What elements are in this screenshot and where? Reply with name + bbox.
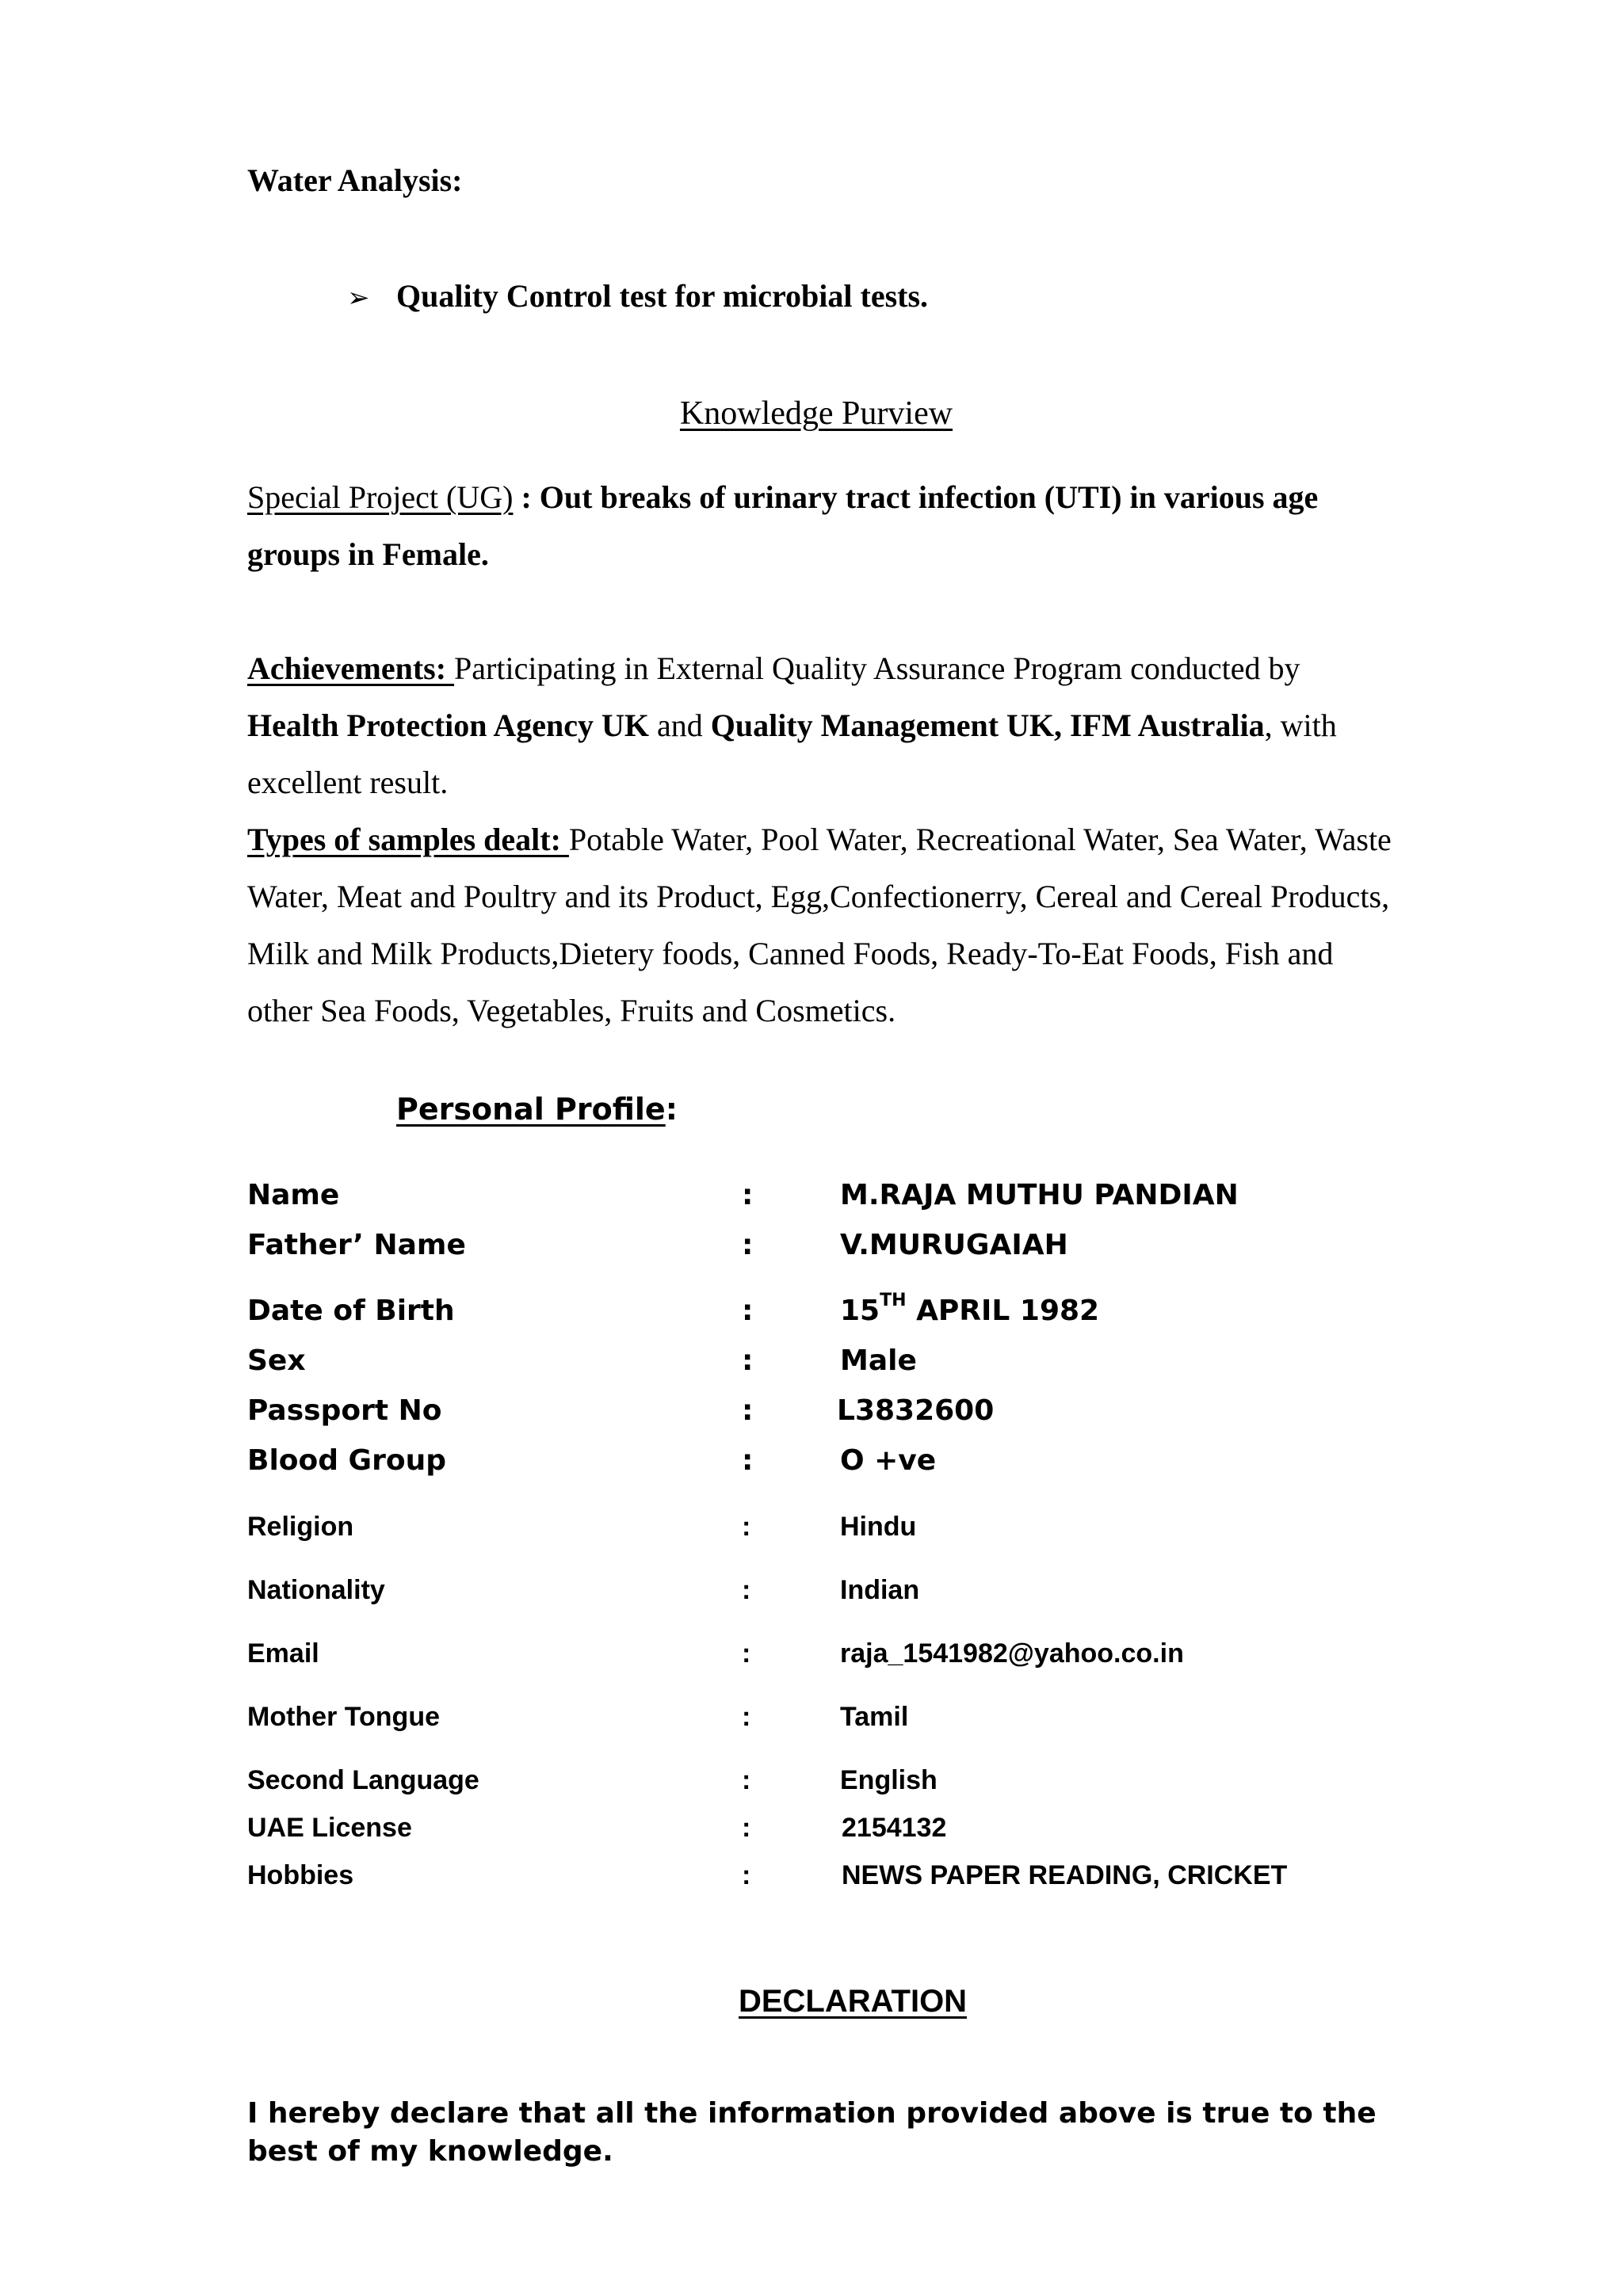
sample-types-text: Potable Water, Pool Water, Recreational Water, Sea Water, Waste Water, Meat and Poultry and its Product, Egg,Confectionerry, Cereal and Cereal Products, Milk and Milk Products,Dietery foods, Canned Foods, Ready-To-Eat Foods, Fish and other Sea Foods, Vegetables, Fruits and Cosmetics. xyxy=(247,822,1392,1028)
profile-row-religion xyxy=(247,1512,1396,1559)
personal-profile-heading-text: Personal Profile xyxy=(396,1092,666,1127)
profile-value: Tamil xyxy=(840,1702,909,1732)
profile-value: raja_1541982@yahoo.co.in xyxy=(840,1638,1184,1669)
special-project-label: Special Project (UG) xyxy=(247,479,514,515)
achievements-label: Achievements: xyxy=(247,650,455,686)
profile-separator: : xyxy=(742,1813,751,1843)
water-analysis-bullet-text: Quality Control test for microbial tests. xyxy=(396,278,929,314)
personal-profile-heading xyxy=(396,1092,678,1127)
profile-value: NEWS PAPER READING, CRICKET xyxy=(842,1860,1288,1890)
profile-separator: : xyxy=(742,1179,754,1211)
profile-separator: : xyxy=(742,1444,754,1477)
achievements-text-3: , with excellent result. xyxy=(247,707,1337,800)
profile-label: Father’ Name xyxy=(247,1229,466,1261)
profile-row-blood-group xyxy=(247,1444,1396,1492)
profile-value: Indian xyxy=(840,1575,920,1605)
profile-label: Sex xyxy=(247,1344,306,1377)
water-analysis-bullet-item xyxy=(347,277,928,315)
sample-types-paragraph xyxy=(247,811,1396,1039)
achievements-org-2: Quality Management UK, IFM Australia xyxy=(710,707,1265,743)
profile-separator: : xyxy=(742,1860,751,1890)
profile-row-mother-tongue xyxy=(247,1702,1396,1749)
special-project-text: : Out breaks of urinary tract infection (UTI) in various age groups in Female. xyxy=(247,479,1319,572)
profile-separator: : xyxy=(742,1295,754,1327)
profile-row-name xyxy=(247,1179,1396,1226)
profile-label: Second Language xyxy=(247,1765,479,1795)
profile-separator: : xyxy=(742,1765,751,1795)
profile-row-nationality xyxy=(247,1575,1396,1623)
profile-row-sex xyxy=(247,1344,1396,1392)
profile-label: Mother Tongue xyxy=(247,1702,440,1732)
achievements-paragraph xyxy=(247,640,1396,811)
profile-row-father-name xyxy=(247,1229,1396,1276)
profile-label: Hobbies xyxy=(247,1860,354,1890)
dob-day-suffix: TH xyxy=(880,1291,907,1310)
dob-month-year: APRIL 1982 xyxy=(906,1295,1100,1327)
achievements-org-1: Health Protection Agency UK xyxy=(247,707,649,743)
profile-label: Religion xyxy=(247,1512,354,1542)
special-project-paragraph xyxy=(247,469,1396,583)
profile-row-second-language xyxy=(247,1765,1396,1813)
profile-value xyxy=(840,1291,1100,1327)
profile-value: Male xyxy=(840,1344,917,1377)
sample-types-label: Types of samples dealt: xyxy=(247,822,569,857)
profile-value: V.MURUGAIAH xyxy=(840,1229,1068,1261)
profile-row-passport xyxy=(247,1394,1396,1442)
dob-day: 15 xyxy=(840,1295,880,1327)
profile-separator: : xyxy=(742,1575,751,1605)
profile-separator: : xyxy=(742,1229,754,1261)
profile-row-hobbies xyxy=(247,1860,1396,1908)
profile-separator: : xyxy=(742,1344,754,1377)
profile-label: Passport No xyxy=(247,1394,442,1427)
water-analysis-heading: Water Analysis: xyxy=(247,162,463,198)
profile-value: M.RAJA MUTHU PANDIAN xyxy=(840,1179,1239,1211)
profile-row-date-of-birth xyxy=(247,1291,1396,1342)
profile-separator: : xyxy=(742,1702,751,1732)
profile-label: UAE License xyxy=(247,1813,412,1843)
achievements-text-2: and xyxy=(648,707,711,743)
declaration-title: DECLARATION xyxy=(738,1984,968,2019)
arrow-bullet-icon: ➢ xyxy=(347,282,370,314)
profile-row-email xyxy=(247,1638,1396,1686)
profile-separator: : xyxy=(742,1512,751,1542)
profile-separator: : xyxy=(742,1638,751,1669)
profile-label: Nationality xyxy=(247,1575,385,1605)
profile-separator: : xyxy=(742,1394,754,1427)
declaration-text: I hereby declare that all the information provided above is true to the best of my knowledge. xyxy=(247,2097,1377,2168)
profile-label: Email xyxy=(247,1638,319,1669)
profile-value: 2154132 xyxy=(842,1813,947,1843)
profile-label: Date of Birth xyxy=(247,1295,455,1327)
achievements-text-1: Participating in External Quality Assurance Program conducted by xyxy=(454,650,1300,686)
profile-label: Name xyxy=(247,1179,340,1211)
profile-value: L3832600 xyxy=(837,1394,995,1427)
profile-value: Hindu xyxy=(840,1512,917,1542)
personal-profile-heading-colon: : xyxy=(665,1092,678,1127)
knowledge-purview-title: Knowledge Purview xyxy=(679,395,953,432)
profile-value: O +ve xyxy=(840,1444,937,1477)
profile-value: English xyxy=(840,1765,938,1795)
profile-label: Blood Group xyxy=(247,1444,446,1477)
profile-row-uae-license xyxy=(247,1813,1396,1860)
